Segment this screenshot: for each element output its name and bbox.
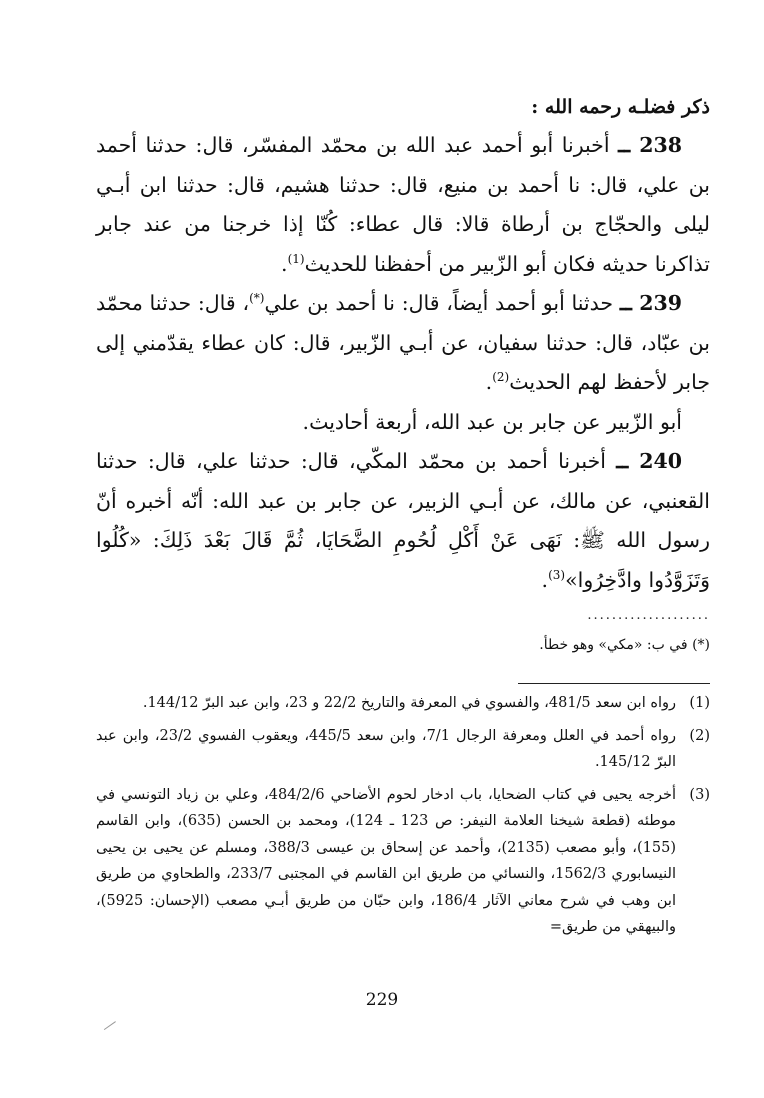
main-text <box>96 90 710 600</box>
footnote-divider <box>518 683 710 684</box>
entry-end: . <box>485 370 493 394</box>
page-number: 229 <box>365 990 399 1010</box>
narrator-note: أبو الزّبير عن جابر بن عبد الله، أربعة أحاديث. <box>302 409 682 434</box>
entry-240 <box>96 442 710 600</box>
entry-text: أخبرنا أبو أحمد عبد الله بن محمّد المفسّر، قال: حدثنا أحمد بن علي، قال: نا أحمد بن منيع، قال: حدثنا هشيم، قال: حدثنا ابن أبـي ليلى والحجّاج بن أرطاة قالا: قال عطاء: كُنّا إذا خرجنا من عند جابر تذاكرنا حديثه فكان أبو الزّبير من أحفظنا للحديث <box>96 133 710 276</box>
footnote-3 <box>96 782 710 941</box>
separator-dots: .................... <box>587 608 710 623</box>
entry-end: . <box>541 567 549 592</box>
entry-number: 238 ــ <box>618 133 682 157</box>
footnote-marker: (2) <box>492 370 510 385</box>
footnote-number: (1) <box>689 695 710 711</box>
entry-238 <box>96 126 710 284</box>
entry-end: . <box>281 251 288 276</box>
footnote-marker: (3) <box>548 567 566 582</box>
footnote-2 <box>96 723 710 776</box>
entry-text-part-a: حدثنا أبو أحمد أيضاً، قال: نا أحمد بن علي <box>264 291 614 315</box>
footnote-text: رواه ابن سعد 481/5، والفسوي في المعرفة والتاريخ 22/2 و 23، وابن عبد البرّ 144/12. <box>142 695 676 711</box>
footnote-number: (3) <box>689 786 710 803</box>
footnote-text: أخرجه يحيى في كتاب الضحايا، باب ادخار لحوم الأضاحي 484/2/6، وعلي بن زياد التونسي في موطئه (قطعة شيخنا العلامة النيفر: ص 123 ـ 124)، ومحمد بن الحسن (635)، وابن القاسم (155)، وأبو مصعب (2135)، وأحمد عن إسحاق بن عيسى 388/3، ومسلم عن يحيى بن يحيى النيسابوري 1562/3، والنسائي من طريق ابن القاسم في المجتبى 233/7، والطحاوي من طريق ابن وهب في شرح معاني الآثار 186/4، وابن حبّان من طريق أبـي مصعب (الإحسان: 5925)، والبيهقي من طريق= <box>96 786 677 935</box>
star-marker: (*) <box>249 291 265 306</box>
entry-239 <box>96 284 710 403</box>
footnote-marker: (1) <box>287 251 305 266</box>
entry-number: 239 ــ <box>619 291 682 315</box>
star-footnote: (*) في ب: «مكي» وهو خطأ. <box>539 637 710 653</box>
footnote-text: رواه أحمد في العلل ومعرفة الرجال 7/1، وابن سعد 445/5، ويعقوب الفسوي 23/2، وابن عبد البرّ 145/12. <box>96 727 676 770</box>
footnotes <box>96 690 710 947</box>
section-heading: ذكر فضلـه رحمه الله : <box>531 96 710 118</box>
footnote-number: (2) <box>689 727 710 744</box>
scan-mark <box>98 1013 116 1030</box>
footnote-1 <box>96 690 710 717</box>
entry-text: أخبرنا أحمد بن محمّد المكّي، قال: حدثنا علي، قال: حدثنا القعنبي، عن مالك، عن أبـي الزبير، عن جابر بن عبد الله: أنّه أخبره أنّ رسول الله ﷺ: نَهَى عَنْ أَكْلِ لُحُومِ الضَّحَايَا، ثُمَّ قَالَ بَعْدَ ذَلِكَ: «كُلُوا وَتَزَوَّدُوا وادَّخِرُوا» <box>96 449 710 592</box>
entry-number: 240 ــ <box>616 449 682 473</box>
entry-text-part-b: ، قال: حدثنا محمّد بن عبّاد، قال: حدثنا سفيان، عن أبـي الزّبير، قال: كان عطاء يقدّمني إلى جابر لأحفظ لهم الحديث <box>96 291 710 394</box>
